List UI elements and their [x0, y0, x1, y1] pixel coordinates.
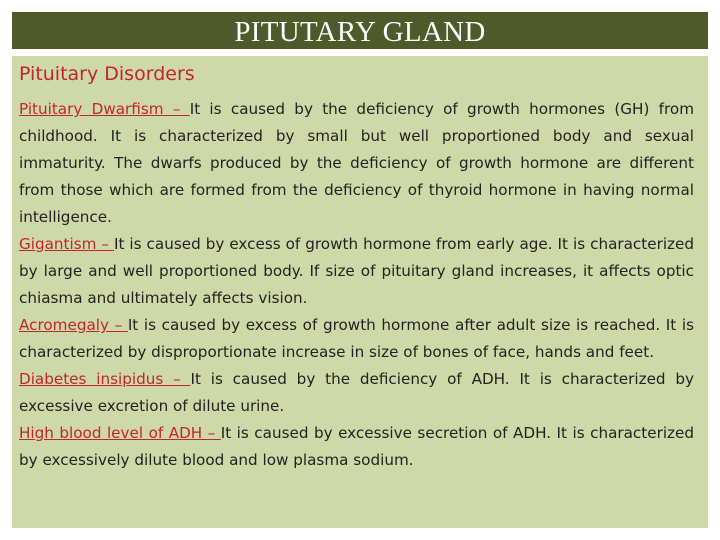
entry-acromegaly [19, 312, 694, 366]
entry-high-blood-level-adh [19, 420, 694, 474]
content-panel [12, 56, 708, 528]
entry-pituitary-dwarfism [19, 96, 694, 231]
term-acromegaly: Acromegaly – [19, 316, 128, 334]
section-heading: Pituitary Disorders [19, 63, 195, 85]
description-acromegaly: It is caused by excess of growth hormone after adult size is reached. It is characterized by disproportionate increase in size of bones of face, hands and feet. [19, 316, 694, 361]
description-pituitary-dwarfism: It is caused by the deficiency of growth hormones (GH) from childhood. It is characterized by small but well proportioned body and sexual immaturity. The dwarfs produced by the deficiency of growth hormone are different from those which are formed from the deficiency of thyroid hormone in having normal intelligence. [19, 100, 694, 226]
term-high-blood-level-adh: High blood level of ADH – [19, 424, 221, 442]
description-diabetes-insipidus: It is caused by the deficiency of ADH. It is characterized by excessive excretion of dilute urine. [19, 370, 694, 415]
term-diabetes-insipidus: Diabetes insipidus – [19, 370, 191, 388]
term-pituitary-dwarfism: Pituitary Dwarfism – [19, 100, 190, 118]
term-gigantism: Gigantism – [19, 235, 115, 253]
description-high-blood-level-adh: It is caused by excessive secretion of ADH. It is characterized by excessively dilute blood and low plasma sodium. [19, 424, 694, 469]
description-gigantism: It is caused by excess of growth hormone from early age. It is characterized by large and well proportioned body. If size of pituitary gland increases, it affects optic chiasma and ultimately affects vision. [19, 235, 694, 307]
entry-gigantism [19, 231, 694, 312]
slide-title: PITUTARY GLAND [12, 12, 708, 49]
entry-diabetes-insipidus [19, 366, 694, 420]
